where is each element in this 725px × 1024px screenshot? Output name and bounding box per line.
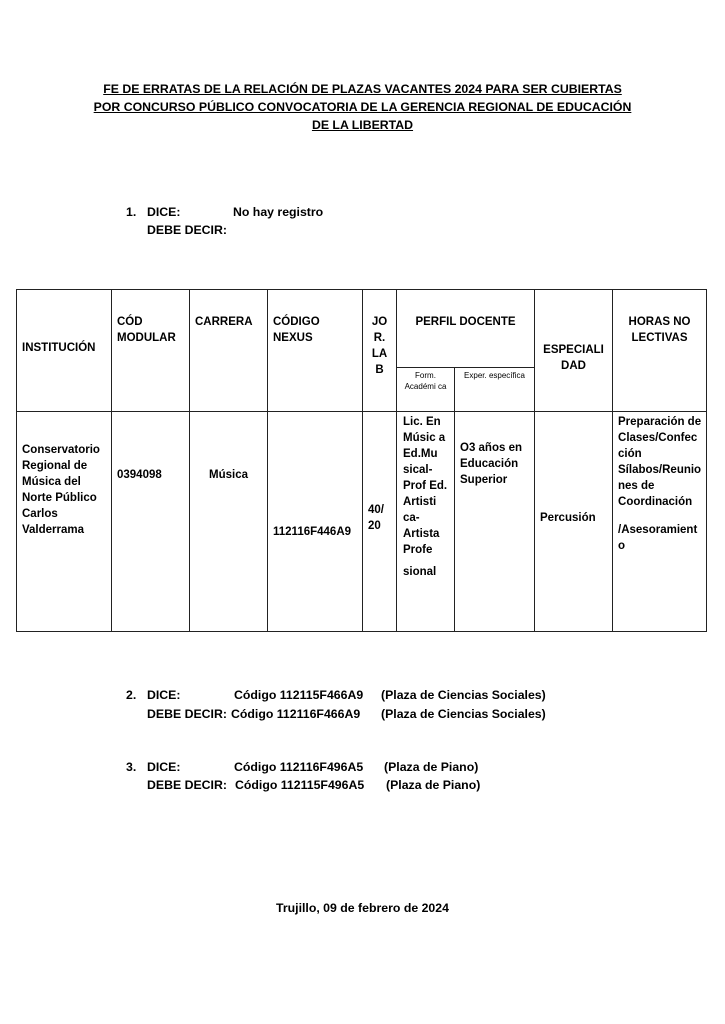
form-academica-tail: sional bbox=[403, 566, 437, 578]
errata-entry-1 bbox=[126, 204, 526, 240]
dice-value: Código 112116F496A5 bbox=[234, 760, 364, 774]
plazas-table bbox=[16, 289, 707, 632]
dice-label: DICE: bbox=[147, 205, 181, 219]
cell-horas-no-lectivas bbox=[613, 412, 707, 632]
errata-entry-3 bbox=[126, 759, 526, 795]
entry-number: 1. bbox=[126, 205, 137, 219]
cell-cod-modular: 0394098 bbox=[112, 412, 190, 632]
horas-no-lectivas-text: Preparación de Clases/Confec ción Sílabos/Reunio nes de Coordinación bbox=[618, 416, 702, 508]
debe-decir-value: Código 112116F466A9 bbox=[231, 707, 361, 721]
header-institucion: INSTITUCIÓN bbox=[17, 290, 112, 412]
debe-decir-label: DEBE DECIR: bbox=[147, 707, 227, 721]
entry-number: 2. bbox=[126, 688, 137, 702]
cell-institucion: Conservatorio Regional de Música del Norte Público Carlos Valderrama bbox=[17, 412, 112, 632]
cell-jor-lab: 40/ 20 bbox=[363, 412, 397, 632]
entry-number: 3. bbox=[126, 760, 137, 774]
cell-carrera: Música bbox=[190, 412, 268, 632]
errata-entry-2 bbox=[126, 687, 546, 723]
dice-label: DICE: bbox=[147, 760, 181, 774]
dice-value: Código 112115F466A9 bbox=[234, 688, 364, 702]
document-title: FE DE ERRATAS DE LA RELACIÓN DE PLAZAS VACANTES 2024 PARA SER CUBIERTAS POR CONCURSO PÚBLICO CONVOCATORIA DE LA GERENCIA REGIONAL DE EDUCACIÓN DE LA LIBERTAD bbox=[93, 82, 632, 132]
debe-decir-value: Código 112115F496A5 bbox=[235, 778, 365, 792]
table-row bbox=[17, 412, 707, 632]
cell-especialidad: Percusión bbox=[535, 412, 613, 632]
dice-label: DICE: bbox=[147, 688, 181, 702]
debe-decir-label: DEBE DECIR: bbox=[147, 223, 227, 237]
horas-no-lectivas-extra: /Asesoramient o bbox=[618, 524, 698, 552]
debe-decir-label: DEBE DECIR: bbox=[147, 778, 227, 792]
header-form-academica: Form. Académi ca bbox=[397, 368, 455, 412]
debe-decir-note: (Plaza de Piano) bbox=[386, 778, 481, 792]
header-exper-especifica: Exper. específica bbox=[455, 368, 535, 412]
header-carrera: CARRERA bbox=[190, 290, 268, 412]
dice-note: (Plaza de Piano) bbox=[384, 760, 479, 774]
cell-codigo-nexus: 112116F446A9 bbox=[268, 412, 363, 632]
dice-note: (Plaza de Ciencias Sociales) bbox=[381, 688, 546, 702]
dice-value: No hay registro bbox=[233, 205, 324, 219]
header-perfil-docente: PERFIL DOCENTE bbox=[397, 290, 535, 368]
document-date: Trujillo, 09 de febrero de 2024 bbox=[276, 901, 449, 915]
header-codigo-nexus: CÓDIGO NEXUS bbox=[268, 290, 363, 412]
debe-decir-note: (Plaza de Ciencias Sociales) bbox=[381, 707, 546, 721]
header-cod-modular: CÓD MODULAR bbox=[112, 290, 190, 412]
header-jor-lab: JO R. LA B bbox=[363, 290, 397, 412]
header-horas-no-lectivas: HORAS NO LECTIVAS bbox=[613, 290, 707, 412]
header-especialidad: ESPECIALI DAD bbox=[535, 290, 613, 412]
cell-exper-especifica: O3 años en Educación Superior bbox=[455, 412, 535, 632]
cell-form-academica bbox=[397, 412, 455, 632]
form-academica-text: Lic. En Músic a Ed.Mu sical- Prof Ed. Artisti ca- Artista Profe bbox=[403, 416, 448, 556]
